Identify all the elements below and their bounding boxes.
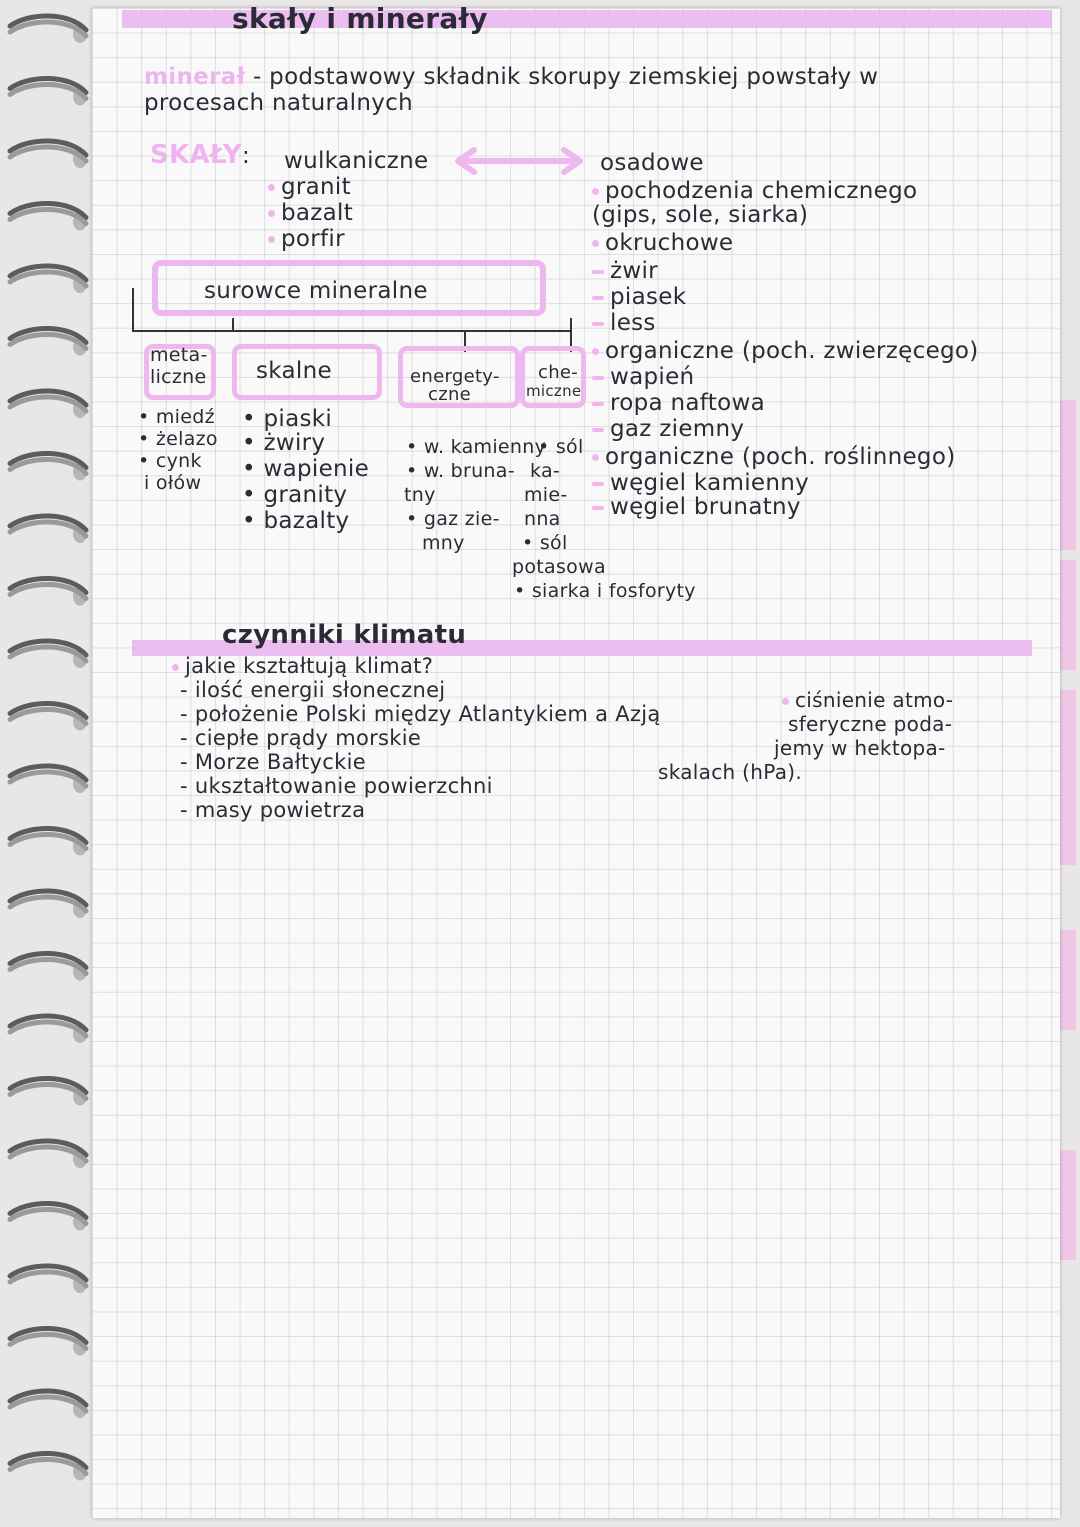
spiral-coil (10, 16, 87, 43)
raw-materials-title: surowce mineralne (204, 278, 428, 304)
spiral-coil (10, 141, 87, 168)
metallic-item: • żelazo (138, 428, 218, 450)
connector-line (232, 318, 234, 332)
chemical-item: • sól (522, 532, 568, 554)
spiral-coil (10, 1453, 87, 1480)
climate-factor: - Morze Bałtyckie (180, 750, 366, 774)
metallic-item: • miedź (138, 406, 215, 428)
spiral-coil (10, 1141, 87, 1168)
rock-item: • granity (242, 482, 348, 508)
spiral-binding (0, 0, 100, 1527)
pressure-note: skalach (hPa). (658, 760, 803, 784)
climate-factor: - ciepłe prądy morskie (180, 726, 422, 750)
double-arrow-icon (454, 146, 584, 176)
sedimentary-chemical-title: pochodzenia chemicznego (592, 178, 917, 204)
chemical-item: • sól (538, 436, 584, 458)
category-label: meta- (150, 344, 208, 366)
spiral-coil (10, 1078, 87, 1105)
sedimentary-clastic-title: okruchowe (592, 230, 733, 256)
pressure-note: sferyczne poda- (788, 712, 953, 736)
organic-animal-item: gaz ziemny (592, 416, 744, 442)
spiral-coil (10, 266, 87, 293)
energy-item: tny (404, 484, 436, 506)
rock-item: • bazalty (242, 508, 350, 534)
spiral-coil (10, 891, 87, 918)
chemical-item: potasowa (512, 556, 606, 578)
climate-factor: - ilość energii słonecznej (180, 678, 446, 702)
spiral-coil (10, 641, 87, 668)
climate-title: czynniki klimatu (222, 620, 467, 650)
rock-item: • wapienie (242, 456, 370, 482)
energy-item: • w. bruna- (406, 460, 515, 482)
chemical-item: • siarka i fosforyty (514, 580, 696, 602)
spiral-coil (10, 328, 87, 355)
definition-term: minerał (144, 64, 246, 90)
page-title: skały i minerały (232, 2, 488, 35)
spiral-coil (10, 516, 87, 543)
spiral-coil (10, 78, 87, 105)
climate-factor: - ukształtowanie powierzchni (180, 774, 493, 798)
spiral-coil (10, 1016, 87, 1043)
category-label: skalne (256, 358, 332, 384)
rocks-colon: : (241, 143, 251, 169)
chemical-item: mie- (524, 484, 568, 506)
volcanic-title: wulkaniczne (284, 148, 429, 174)
organic-plant-item: węgiel kamienny (592, 470, 809, 496)
sedimentary-chemical-examples: (gips, sole, siarka) (592, 202, 809, 228)
definition-line-1 (144, 64, 878, 90)
connector-line (132, 330, 572, 332)
sedimentary-organic-animal-title: organiczne (poch. zwierzęcego) (592, 338, 979, 364)
spiral-coil (10, 1266, 87, 1293)
category-label: miczne (526, 382, 582, 400)
category-label: che- (538, 362, 579, 383)
pressure-note: jemy w hektopa- (774, 736, 946, 760)
chemical-item: ka- (530, 460, 561, 482)
rocks-heading (150, 140, 250, 170)
spiral-coil (10, 828, 87, 855)
definition-text-1: - podstawowy składnik skorupy ziemskiej powstały w (252, 64, 879, 90)
spiral-coil (10, 578, 87, 605)
rocks-label: SKAŁY (150, 140, 242, 170)
connector-line (132, 288, 134, 332)
volcanic-item: porfir (268, 226, 345, 252)
spiral-coil (10, 203, 87, 230)
clastic-item: żwir (592, 258, 658, 284)
spiral-coil (10, 391, 87, 418)
climate-factor: - masy powietrza (180, 798, 366, 822)
clastic-item: less (592, 310, 656, 336)
spiral-coil (10, 1391, 87, 1418)
climate-question: jakie kształtują klimat? (172, 654, 433, 678)
definition-line-2: procesach naturalnych (144, 90, 413, 116)
volcanic-item: bazalt (268, 200, 353, 226)
metallic-item: i ołów (144, 472, 202, 494)
spiral-coil (10, 766, 87, 793)
notebook-page (92, 2, 1060, 1518)
energy-item: • w. kamienny (406, 436, 547, 458)
sedimentary-title: osadowe (600, 150, 704, 176)
clastic-item: piasek (592, 284, 686, 310)
category-label: czne (428, 384, 472, 405)
metallic-item: • cynk (138, 450, 202, 472)
energy-item: mny (422, 532, 465, 554)
rock-item: • piaski (242, 406, 333, 432)
category-label: liczne (150, 366, 207, 388)
spiral-coil (10, 703, 87, 730)
rock-item: • żwiry (242, 430, 326, 456)
volcanic-item: granit (268, 174, 351, 200)
spiral-coil (10, 453, 87, 480)
energy-item: • gaz zie- (406, 508, 500, 530)
sedimentary-organic-plant-title: organiczne (poch. roślinnego) (592, 444, 955, 470)
spiral-coil (10, 1203, 87, 1230)
organic-animal-item: ropa naftowa (592, 390, 765, 416)
organic-animal-item: wapień (592, 364, 694, 390)
spiral-coil (10, 1328, 87, 1355)
pressure-note: ciśnienie atmo- (782, 688, 953, 712)
climate-factor: - położenie Polski między Atlantykiem a Azją (180, 702, 661, 726)
organic-plant-item: węgiel brunatny (592, 494, 801, 520)
spiral-coil (10, 953, 87, 980)
chemical-item: nna (524, 508, 561, 530)
category-label: energety- (410, 366, 500, 387)
